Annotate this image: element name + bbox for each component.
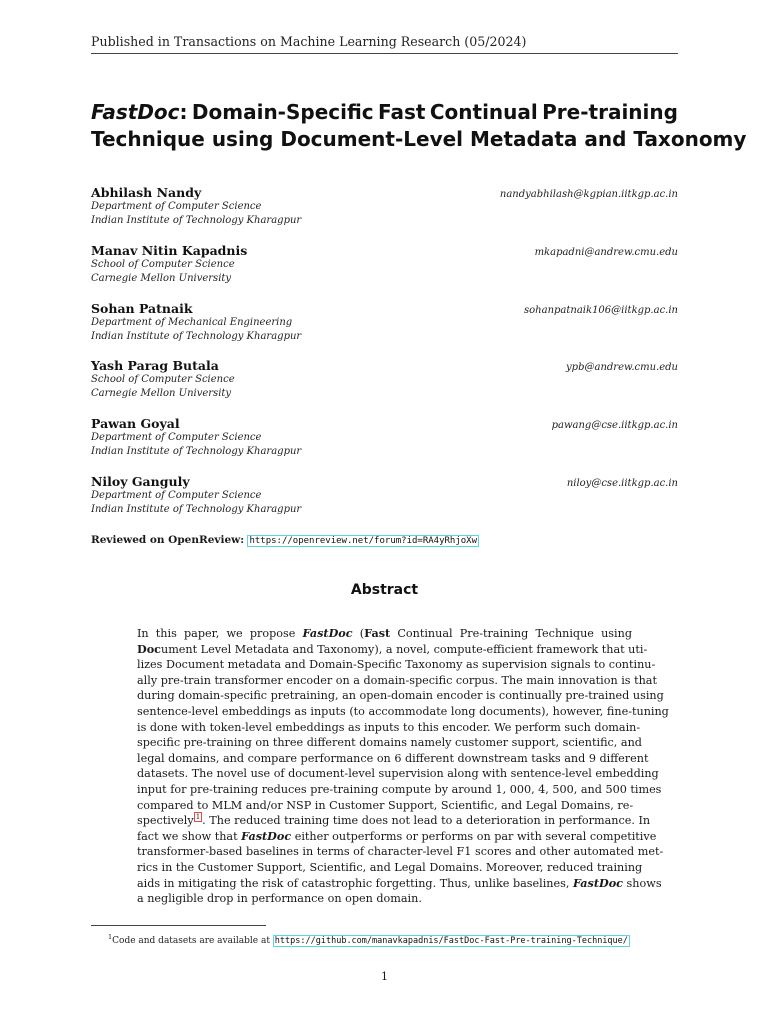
author-name: Yash Parag Butala — [91, 358, 219, 373]
abstract-line: fact we show that FastDoc either outperforms or performs on par with several competitive — [137, 828, 657, 843]
author-name: Niloy Ganguly — [91, 474, 190, 489]
openreview-link[interactable]: https://openreview.net/forum?id=RA4yRhjoXw — [249, 536, 478, 546]
author-department: Department of Mechanical Engineering — [91, 317, 293, 328]
author-name: Abhilash Nandy — [91, 185, 202, 200]
title-word: Pre-training — [542, 100, 678, 124]
title-word: Continual — [429, 100, 538, 124]
page-number: 1 — [381, 970, 388, 983]
abstract-line: datasets. The novel use of document-level supervision along with sentence-level embedding — [137, 767, 659, 781]
author-institution: Indian Institute of Technology Kharagpur — [91, 504, 302, 515]
footnote-mark: 1 — [108, 933, 113, 941]
abstract-line: sentence-level embeddings as inputs (to accommodate long documents), however, fine-tuning — [137, 704, 669, 718]
author-block — [91, 243, 678, 293]
author-block — [91, 416, 678, 466]
author-block — [91, 185, 678, 235]
author-institution: Indian Institute of Technology Kharagpur — [91, 331, 302, 342]
author-email[interactable]: ypb@andrew.cmu.edu — [566, 362, 678, 373]
author-email[interactable]: sohanpatnaik106@iitkgp.ac.in — [524, 305, 678, 316]
review-label: Reviewed on OpenReview: — [91, 534, 245, 546]
abstract-line: aids in mitigating the risk of catastrophic forgetting. Thus, unlike baselines, FastDoc shows — [137, 875, 662, 890]
abstract-line: transformer-based baselines in terms of character-level F1 scores and other automated met- — [137, 845, 664, 859]
footnote — [108, 933, 630, 946]
abstract-line: spectively $^1$ . The reduced training time does not lead to a deterioration in performance. In — [137, 813, 651, 828]
abstract-heading: Abstract — [350, 582, 419, 598]
abstract-line: during domain-specific pretraining, an open-domain encoder is continually pre-trained using — [137, 689, 664, 703]
abstract-line: lizes Document metadata and Domain-Specific Taxonomy as supervision signals to continu- — [137, 658, 656, 672]
running-head: Published in Transactions on Machine Learning Research (05/2024) — [91, 34, 527, 49]
author-email[interactable]: mkapadni@andrew.cmu.edu — [534, 247, 678, 258]
review-line — [91, 534, 479, 546]
abstract-line: input for pre-training reduces pre-training compute by around 1, 000, 4, 500, and 500 times — [137, 782, 662, 796]
abstract-line: ally pre-train transformer encoder on a domain-specific corpus. The main innovation is that — [137, 673, 657, 687]
abstract-line: a negligible drop in performance on open domain. — [137, 892, 422, 906]
author-block — [91, 358, 678, 408]
author-email[interactable]: niloy@cse.iitkgp.ac.in — [566, 478, 678, 489]
author-name: Sohan Patnaik — [91, 301, 193, 316]
author-institution: Carnegie Mellon University — [91, 388, 232, 399]
abstract-line: compared to MLM and/or NSP in Customer Support, Scientific, and Legal Domains, re- — [137, 798, 634, 812]
header-rule — [91, 53, 678, 54]
title-word: Fast — [378, 100, 426, 124]
author-email[interactable]: nandyabhilash@kgpian.iitkgp.ac.in — [499, 189, 678, 200]
footnote-text: Code and datasets are available at — [112, 936, 273, 946]
footnote-marker-link[interactable]: 1 — [195, 813, 201, 822]
abstract-line: rics in the Customer Support, Scientific, and Legal Domains. Moreover, reduced training — [137, 860, 643, 874]
title-line-2: Technique using Document-Level Metadata and Taxonomy — [91, 127, 747, 151]
abstract-line: In this paper, we propose FastDoc (Fast Continual Pre-training Technique using — [137, 626, 632, 640]
author-institution: Carnegie Mellon University — [91, 273, 232, 284]
author-email[interactable]: pawang@cse.iitkgp.ac.in — [551, 420, 678, 431]
author-department: Department of Computer Science — [91, 201, 262, 212]
author-department: School of Computer Science — [91, 374, 235, 385]
abstract-line: specific pre-training on three different domains namely customer support, scientific, and — [137, 736, 642, 750]
footnote-rule — [91, 925, 266, 926]
author-department: Department of Computer Science — [91, 490, 262, 501]
author-block — [91, 474, 678, 524]
abstract-body — [137, 626, 669, 907]
author-department: School of Computer Science — [91, 259, 235, 270]
paper-title — [91, 99, 747, 153]
author-department: Department of Computer Science — [91, 432, 262, 443]
abstract-line: legal domains, and compare performance on 6 different downstream tasks and 9 different — [137, 751, 649, 765]
author-block — [91, 301, 678, 351]
author-institution: Indian Institute of Technology Kharagpur — [91, 215, 302, 226]
author-name: Manav Nitin Kapadnis — [91, 243, 248, 258]
author-institution: Indian Institute of Technology Kharagpur — [91, 446, 302, 457]
github-link[interactable]: https://github.com/manavkapadnis/FastDoc-Fast-Pre-training-Technique/ — [274, 936, 628, 946]
author-name: Pawan Goyal — [91, 416, 180, 431]
title-word: Domain-Specific — [191, 100, 374, 124]
title-lead: FastDoc: — [91, 100, 188, 124]
title-line-1 — [91, 99, 678, 126]
abstract-line: Document Level Metadata and Taxonomy), a novel, compute-efficient framework that uti- — [137, 641, 648, 656]
paper-page — [91, 0, 747, 1024]
abstract-line: is done with token-level embeddings as inputs to this encoder. We perform such domain- — [137, 720, 641, 734]
